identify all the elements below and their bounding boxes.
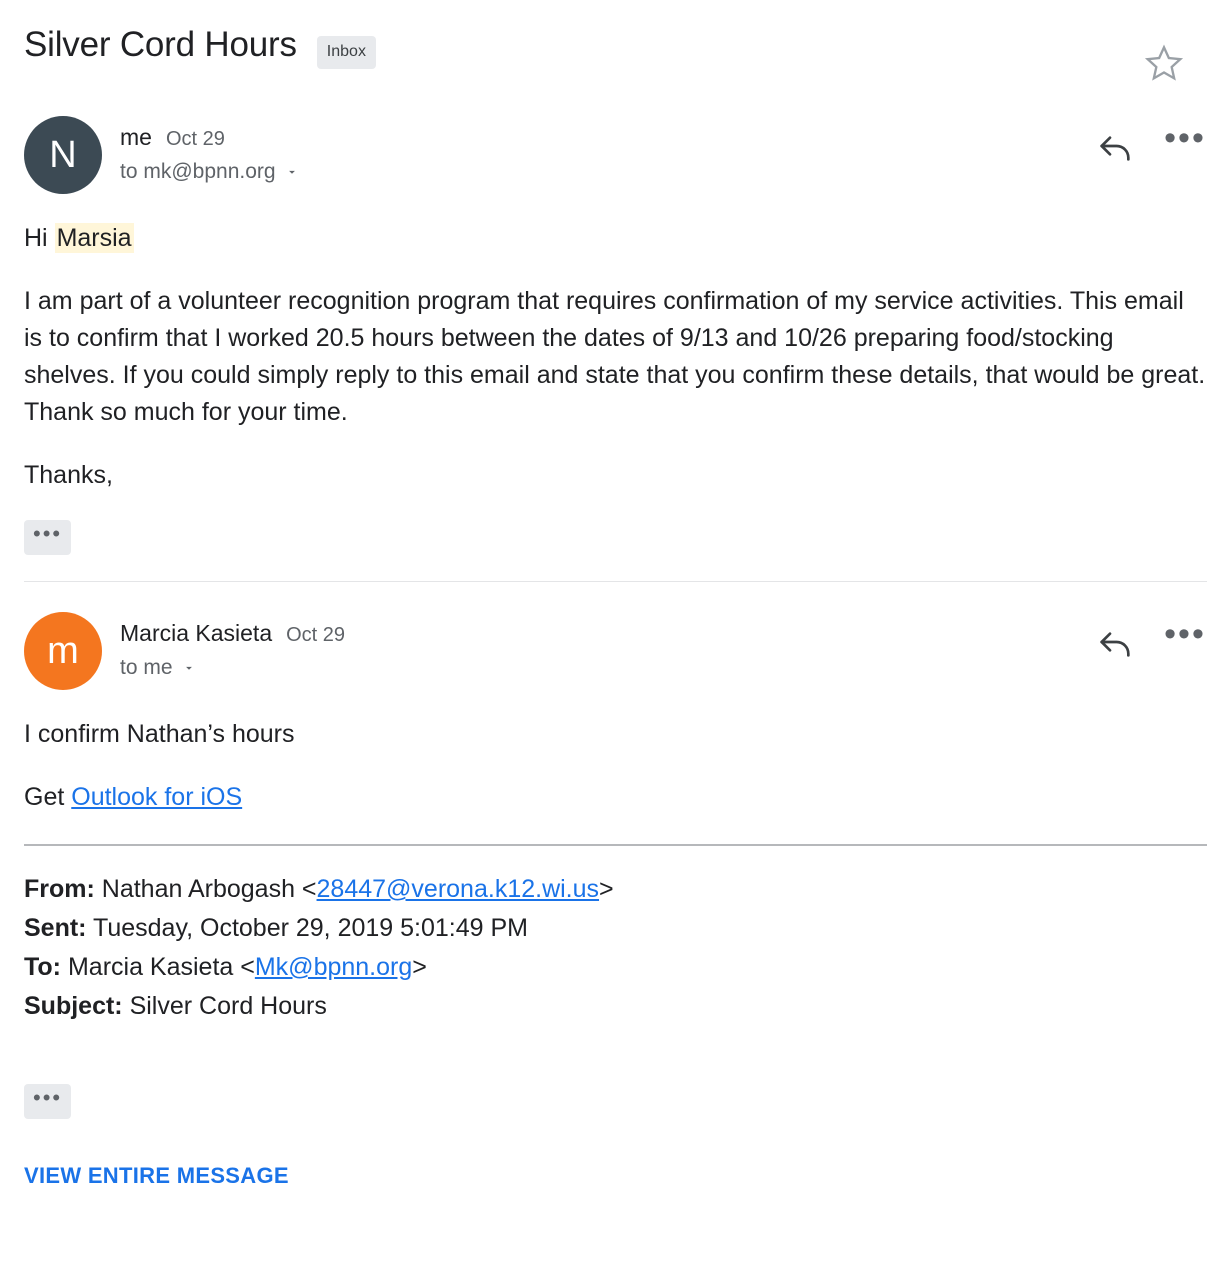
- quote-sent-line: [24, 909, 1207, 948]
- show-trimmed-content-button[interactable]: •••: [24, 520, 71, 555]
- message-2: [0, 582, 1231, 1119]
- quote-subject-value: Silver Cord Hours: [129, 992, 327, 1020]
- chevron-down-icon[interactable]: [285, 165, 299, 179]
- chevron-down-icon[interactable]: [182, 661, 196, 675]
- reply-arrow-icon[interactable]: [1093, 124, 1137, 168]
- thread-header: [0, 0, 1231, 86]
- message-1-actions: [1093, 119, 1207, 168]
- quote-from-line: [24, 870, 1207, 909]
- message-1-paragraph: I am part of a volunteer recognition program that requires confirmation of my service activities. This email is to confirm that I worked 20.5 hours between the dates of 9/13 and 10/26 preparing food/stocking shelves. If you could simply reply to this email and state that you confirm these details, that would be great. Thank so much for your time.: [24, 287, 1206, 426]
- view-entire-message-button[interactable]: VIEW ENTIRE MESSAGE: [24, 1163, 289, 1188]
- quoted-message-rule: [24, 844, 1207, 846]
- sender-line: [120, 124, 299, 151]
- quote-to-line: [24, 948, 1207, 987]
- more-options-icon[interactable]: •••: [1164, 615, 1206, 653]
- star-outline-icon[interactable]: [1141, 40, 1187, 86]
- sender-name: Marcia Kasieta: [120, 620, 273, 646]
- greeting-line: [24, 220, 1207, 257]
- greeting-name-highlight: Marsia: [56, 224, 132, 252]
- get-prefix: Get: [24, 783, 72, 811]
- sender-date: Oct 29: [286, 624, 346, 646]
- greeting-prefix: Hi: [24, 224, 55, 252]
- outlook-for-ios-link[interactable]: Outlook for iOS: [71, 783, 243, 811]
- message-1-body: [24, 194, 1207, 494]
- recipient-text: to me: [120, 656, 173, 679]
- quote-sent-value: Tuesday, October 29, 2019 5:01:49 PM: [93, 914, 528, 942]
- quote-to-name: Marcia Kasieta <: [67, 953, 255, 981]
- message-2-actions: [1093, 615, 1207, 664]
- quote-from-name: Nathan Arbogash <: [101, 875, 317, 903]
- recipient-line[interactable]: [120, 656, 345, 680]
- reply-arrow-icon[interactable]: [1093, 620, 1137, 664]
- message-1-signoff: Thanks,: [24, 461, 113, 489]
- message-2-sender-block: [120, 612, 345, 680]
- message-1-sender-block: [120, 116, 299, 184]
- message-2-reply-text: I confirm Nathan’s hours: [24, 720, 295, 748]
- more-options-icon[interactable]: •••: [1164, 119, 1206, 157]
- quote-to-email-link[interactable]: Mk@bpnn.org: [254, 953, 413, 981]
- quote-subject-line: [24, 987, 1207, 1026]
- message-1: [0, 86, 1231, 582]
- quote-from-label: From:: [24, 875, 95, 903]
- quote-to-close: >: [412, 953, 427, 981]
- recipient-line[interactable]: [120, 160, 299, 184]
- sender-date: Oct 29: [165, 128, 225, 150]
- sender-name: me: [120, 124, 152, 150]
- message-2-header: [24, 582, 1207, 690]
- sender-line: [120, 620, 345, 647]
- message-2-body: [24, 690, 1207, 816]
- quoted-headers: [24, 870, 1207, 1026]
- message-1-header: [24, 86, 1207, 194]
- quote-subject-label: Subject:: [24, 992, 123, 1020]
- avatar: N: [24, 116, 102, 194]
- show-trimmed-content-button[interactable]: •••: [24, 1084, 71, 1119]
- quote-to-label: To:: [24, 953, 62, 981]
- get-outlook-line: [24, 779, 1207, 816]
- quote-from-close: >: [599, 875, 614, 903]
- recipient-text: to mk@bpnn.org: [120, 160, 276, 183]
- quote-sent-label: Sent:: [24, 914, 87, 942]
- label-chip-inbox[interactable]: Inbox: [317, 36, 376, 69]
- page-title: Silver Cord Hours: [24, 25, 297, 64]
- avatar: m: [24, 612, 102, 690]
- quote-from-email-link[interactable]: 28447@verona.k12.wi.us: [316, 875, 600, 903]
